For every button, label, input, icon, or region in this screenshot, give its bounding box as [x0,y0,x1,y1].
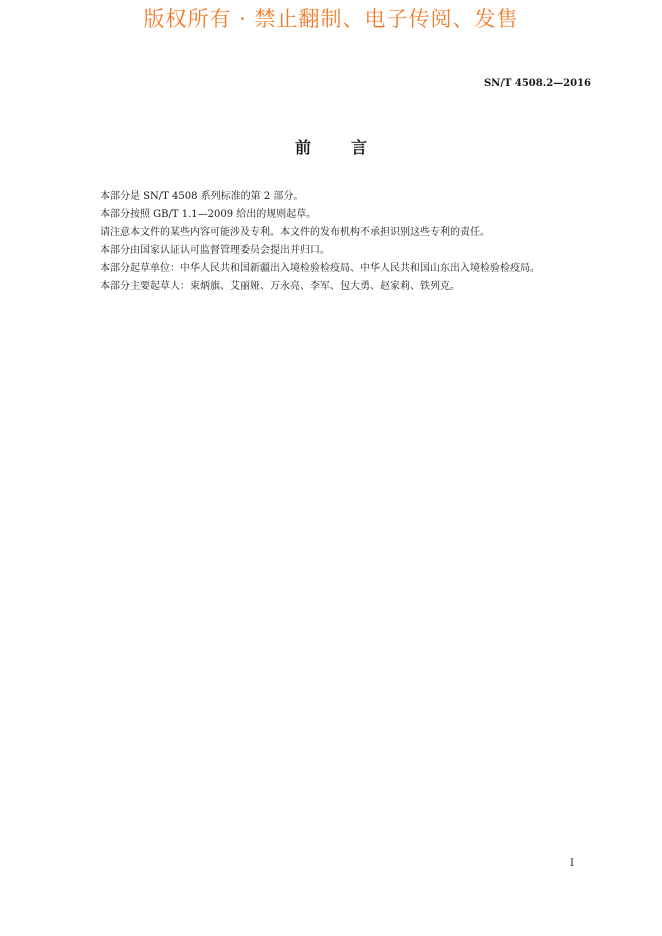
paragraph-series: 本部分是 SN/T 4508 系列标准的第 2 部分。 [100,191,304,202]
paragraph-proposer: 本部分由国家认证认可监督管理委员会提出并归口。 [100,245,330,256]
foreword-body [80,188,592,296]
paragraph-drafters: 本部分主要起草人：束炳旗、艾丽娅、万永亮、李军、包大勇、赵家莉、铁列克。 [100,281,460,292]
section-title: 前言 [294,138,407,157]
page-number: I [570,858,574,869]
paragraph-drafting-rules: 本部分按照 GB/T 1.1—2009 给出的规则起草。 [100,209,317,220]
paragraph-patent-notice: 请注意本文件的某些内容可能涉及专利。本文件的发布机构不承担识别这些专利的责任。 [100,227,490,238]
copyright-watermark-banner: 版权所有 · 禁止翻制、电子传阅、发售 [143,7,519,31]
standard-code: SN/T 4508.2—2016 [483,78,591,89]
paragraph-drafting-units: 本部分起草单位：中华人民共和国新疆出入境检验检疫局、中华人民共和国山东出入境检验检疫局。 [100,263,540,274]
